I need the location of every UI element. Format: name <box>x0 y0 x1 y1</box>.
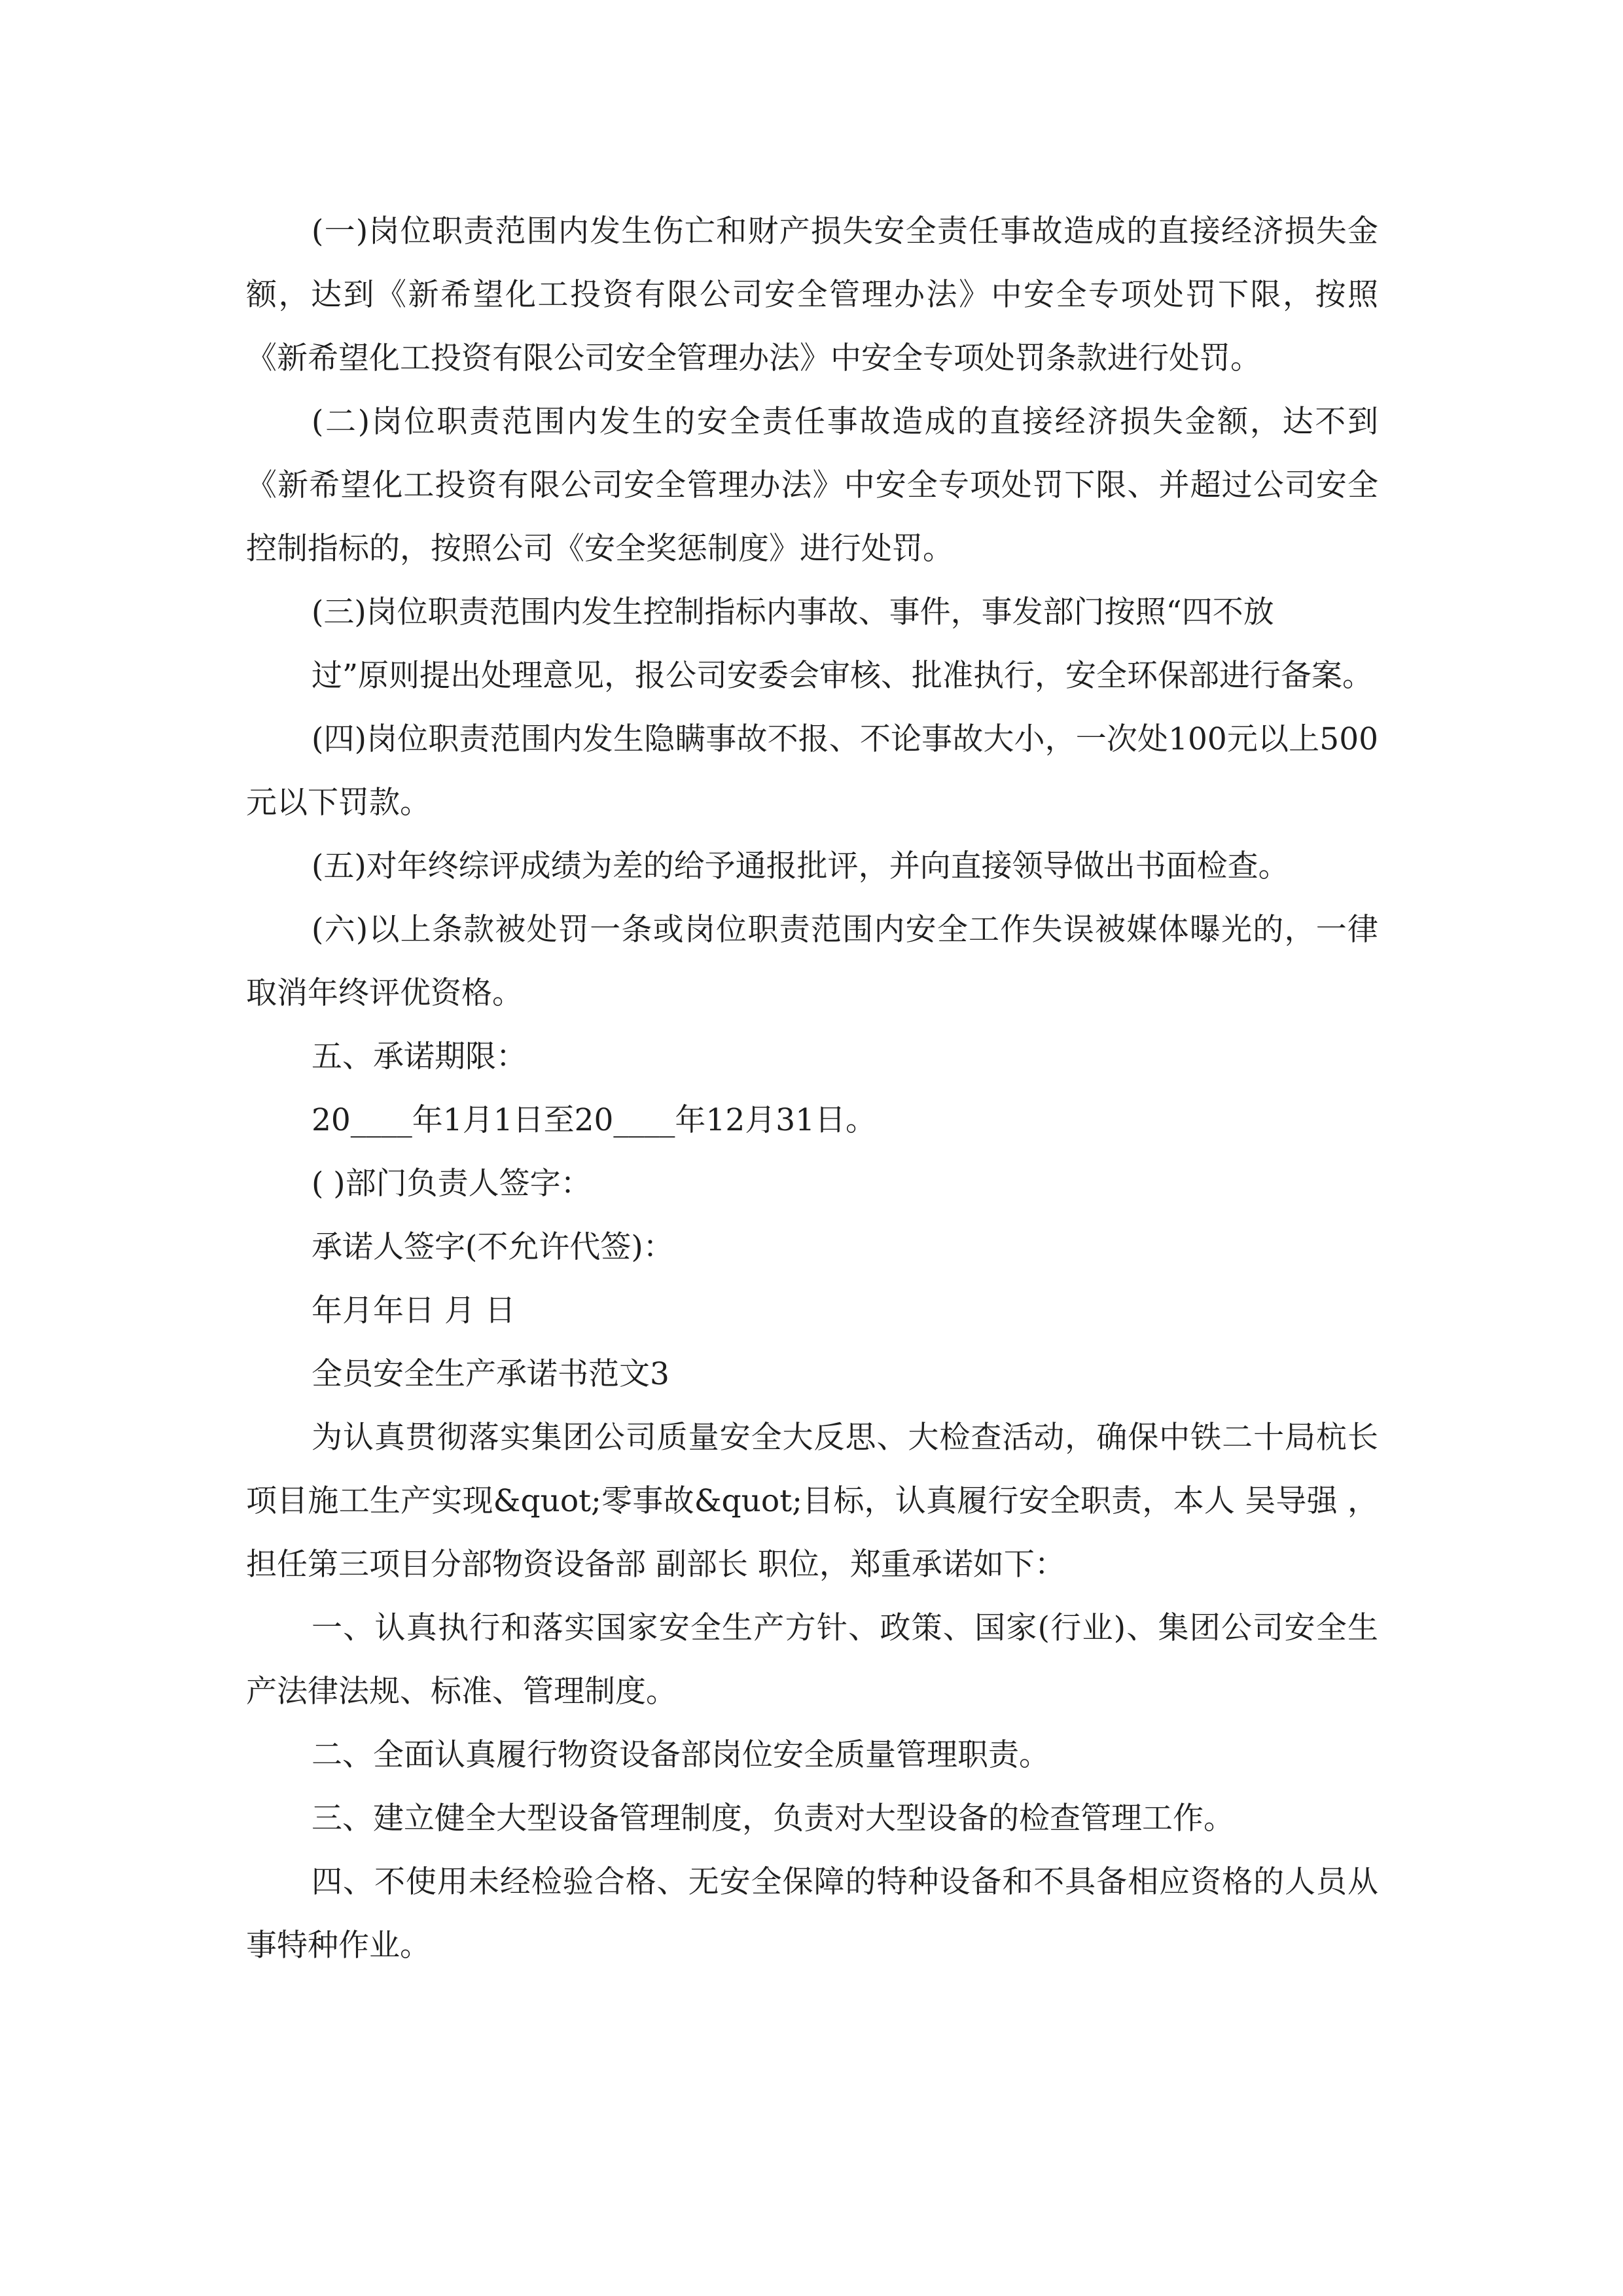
commitment-1: 一、认真执行和落实国家安全生产方针、政策、国家(行业)、集团公司安全生产法律法规、标准、管理制度。 <box>246 1610 1378 1710</box>
section-heading-term: 五、承诺期限： <box>312 1039 527 1075</box>
paragraph-penalty-3: (三)岗位职责范围内发生控制指标内事故、事件，事发部门按照“四不放 <box>312 594 1274 630</box>
document-body <box>246 200 1378 1977</box>
sample-title: 全员安全生产承诺书范文3 <box>312 1356 669 1392</box>
term-period: 20____年1月1日至20____年12月31日。 <box>312 1102 877 1138</box>
promisor-signature: 承诺人签字(不允许代签)： <box>312 1229 674 1265</box>
signature-date: 年月年日 月 日 <box>312 1293 516 1329</box>
commitment-2: 二、全面认真履行物资设备部岗位安全质量管理职责。 <box>312 1737 1050 1773</box>
paragraph-penalty-1: (一)岗位职责范围内发生伤亡和财产损失安全责任事故造成的直接经济损失金额，达到《新希望化工投资有限公司安全管理办法》中安全专项处罚下限，按照《新希望化工投资有限公司安全管理办法》中安全专项处罚条款进行处罚。 <box>246 213 1378 376</box>
paragraph-penalty-6: (六)以上条款被处罚一条或岗位职责范围内安全工作失误被媒体曝光的，一律取消年终评优资格。 <box>246 912 1378 1011</box>
dept-head-signature: ( )部门负责人签字： <box>312 1166 592 1202</box>
paragraph-penalty-2: (二)岗位职责范围内发生的安全责任事故造成的直接经济损失金额，达不到《新希望化工投资有限公司安全管理办法》中安全专项处罚下限、并超过公司安全控制指标的，按照公司《安全奖惩制度》进行处罚。 <box>246 404 1378 567</box>
commitment-4: 四、不使用未经检验合格、无安全保障的特种设备和不具备相应资格的人员从事特种作业。 <box>246 1864 1378 1964</box>
paragraph-intro: 为认真贯彻落实集团公司质量安全大反思、大检查活动，确保中铁二十局杭长项目施工生产实现&quot;零事故&quot;目标，认真履行安全职责，本人 吴导强 ，担任第三项目分部物资设备部 副部长 职位，郑重承诺如下： <box>246 1420 1378 1583</box>
paragraph-penalty-3-cont: 过”原则提出处理意见，报公司安委会审核、批准执行，安全环保部进行备案。 <box>312 658 1374 694</box>
commitment-3: 三、建立健全大型设备管理制度，负责对大型设备的检查管理工作。 <box>312 1801 1234 1837</box>
paragraph-penalty-5: (五)对年终综评成绩为差的给予通报批评，并向直接领导做出书面检查。 <box>312 848 1289 884</box>
paragraph-penalty-4: (四)岗位职责范围内发生隐瞒事故不报、不论事故大小，一次处100元以上500 元以下罚款。 <box>246 721 1378 821</box>
